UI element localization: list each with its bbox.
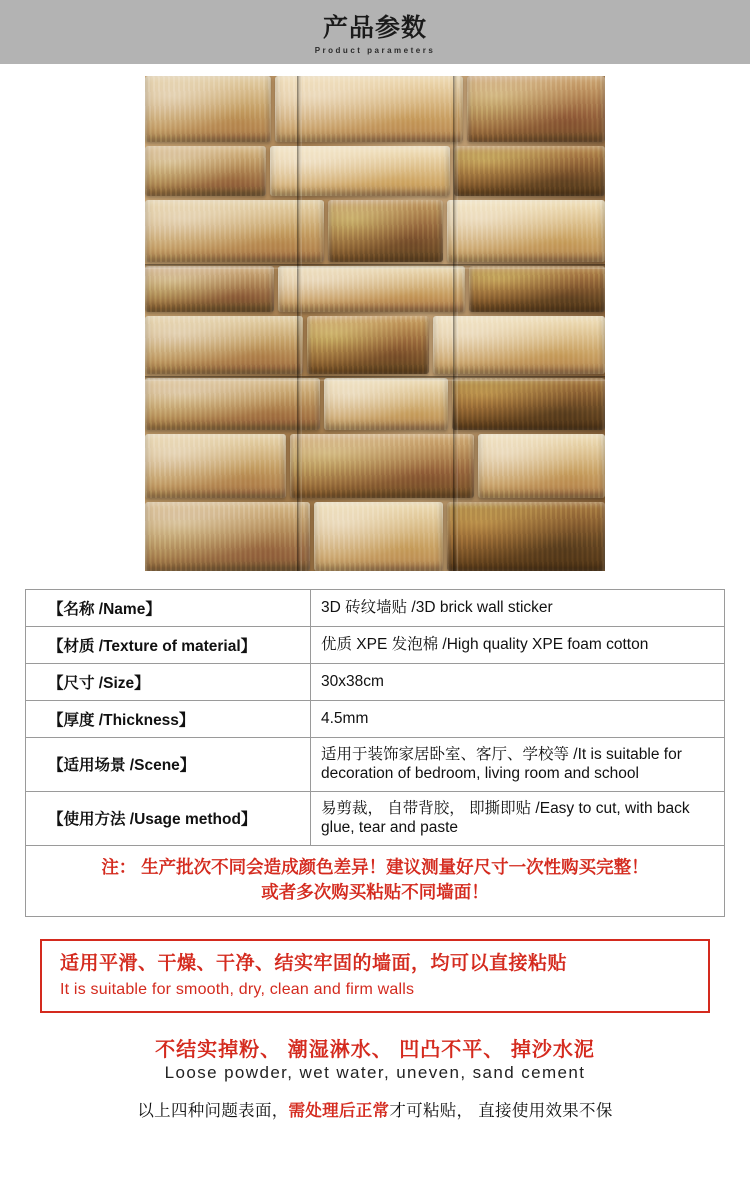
warning-text-en: Loose powder, wet water, uneven, sand cement <box>164 1062 586 1082</box>
note-cell <box>26 845 725 917</box>
spec-value: 适用于装饰家居卧室、客厅、学校等 /It is suitable for decoration of bedroom, living room and school <box>311 738 725 792</box>
table-row <box>26 590 725 627</box>
panel-groove-vertical <box>297 76 302 571</box>
warning-footer-highlight: 需处理后正常 <box>288 1101 390 1120</box>
spec-value: 30x38cm <box>311 664 725 701</box>
spec-label: 【材质 /Texture of material】 <box>26 627 311 664</box>
note-line-2: 或者多次购买粘贴不同墙面！ <box>261 881 489 902</box>
warning-section <box>25 1033 725 1121</box>
table-row-note <box>26 845 725 917</box>
spec-value: 4.5mm <box>311 701 725 738</box>
page-title: 产品参数 <box>322 14 427 42</box>
banner-text-cn: 适用平滑、干燥、干净、结实牢固的墙面，均可以直接粘贴 <box>60 953 568 975</box>
warning-footer-before: 以上四种问题表面， <box>137 1101 289 1120</box>
note-line-1: 注： 生产批次不同会造成颜色差异！建议测量好尺寸一次性购买完整！ <box>101 856 649 877</box>
spec-value: 3D 砖纹墙贴 /3D brick wall sticker <box>311 590 725 627</box>
banner-text-en: It is suitable for smooth, dry, clean and firm walls <box>60 980 415 998</box>
table-row <box>26 701 725 738</box>
spec-label: 【名称 /Name】 <box>26 590 311 627</box>
spec-label: 【尺寸 /Size】 <box>26 664 311 701</box>
warning-text-cn: 不结实掉粉、 潮湿淋水、 凹凸不平、 掉沙水泥 <box>155 1038 595 1061</box>
panel-groove-horizontal <box>145 376 605 381</box>
brick-wall-texture <box>145 76 605 571</box>
panel-groove-vertical <box>453 76 458 571</box>
table-row <box>26 664 725 701</box>
page-subtitle: Product parameters <box>314 46 436 55</box>
product-image <box>145 76 605 571</box>
panel-groove-horizontal <box>145 264 605 269</box>
table-row <box>26 791 725 845</box>
suitability-banner <box>40 939 710 1013</box>
spec-label: 【厚度 /Thickness】 <box>26 701 311 738</box>
spec-value: 优质 XPE 发泡棉 /High quality XPE foam cotton <box>311 627 725 664</box>
spec-table <box>25 589 725 917</box>
page-header <box>0 0 750 64</box>
spec-label: 【适用场景 /Scene】 <box>26 738 311 792</box>
warning-footer-after: 才可粘贴， 直接使用效果不保 <box>389 1101 613 1120</box>
warning-footer <box>25 1097 725 1121</box>
spec-value: 易剪裁， 自带背胶， 即撕即贴 /Easy to cut, with back glue, tear and paste <box>311 791 725 845</box>
table-row <box>26 627 725 664</box>
table-row <box>26 738 725 792</box>
spec-label: 【使用方法 /Usage method】 <box>26 791 311 845</box>
